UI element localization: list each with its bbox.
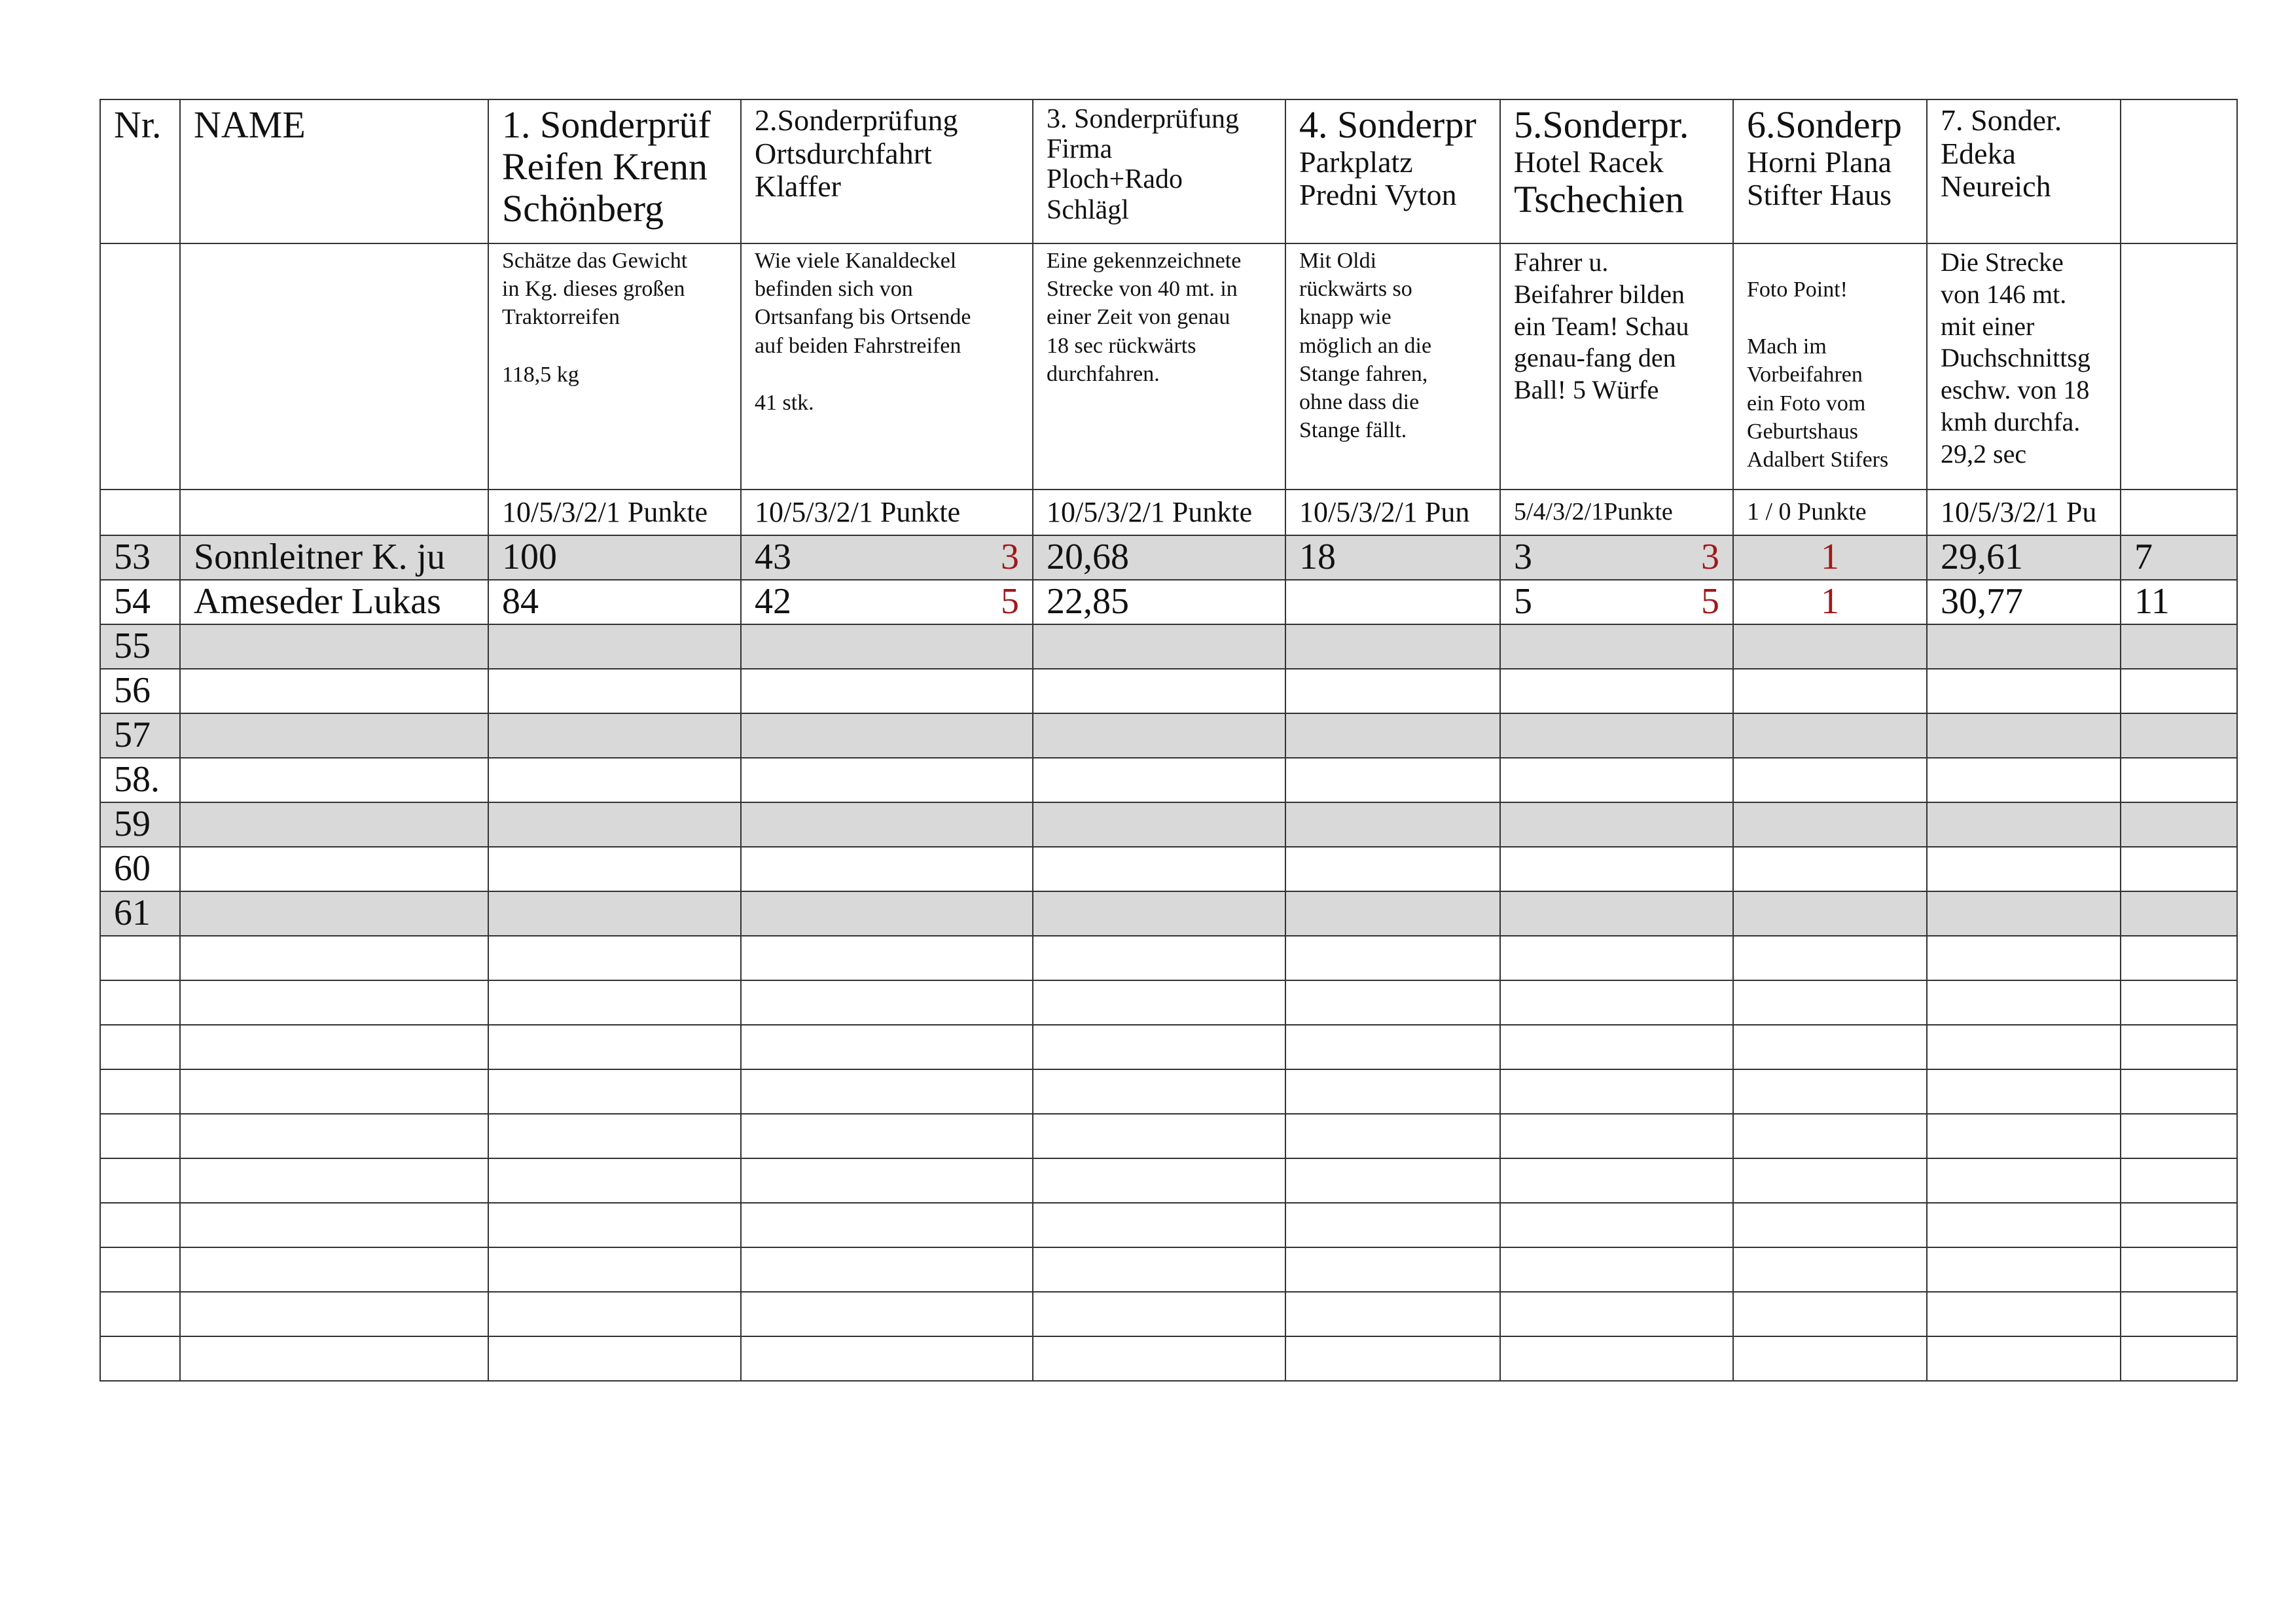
table-row	[100, 1247, 2237, 1292]
cell-stage-5	[1500, 1203, 1733, 1247]
header-stage-4: 4. Sonderpr Parkplatz Predni Vyton	[1285, 99, 1500, 243]
cell-stage-5	[1500, 1158, 1733, 1203]
cell-stage-7	[1927, 1292, 2121, 1336]
row-nr: 56	[100, 669, 180, 713]
cell-stage-2	[741, 669, 1033, 713]
cell-stage-3	[1033, 1114, 1285, 1158]
cell-stage-3	[1033, 669, 1285, 713]
table-row	[100, 936, 2237, 980]
cell-stage-4	[1285, 758, 1500, 802]
cell-stage-3	[1033, 891, 1285, 936]
points-stage-5: 5/4/3/2/1Punkte	[1500, 490, 1733, 535]
cell-stage-2	[741, 1069, 1033, 1114]
cell-stage-7	[1927, 1114, 2121, 1158]
cell-stage-1	[488, 1158, 741, 1203]
cell-stage-6	[1733, 891, 1927, 936]
cell-stage-5	[1500, 758, 1733, 802]
cell-stage-3	[1033, 1292, 1285, 1336]
header-row	[100, 99, 2237, 243]
cell-stage-2	[741, 1114, 1033, 1158]
row-nr: 58.	[100, 758, 180, 802]
cell-extra: 11	[2121, 580, 2237, 624]
cell-stage-5	[1500, 713, 1733, 758]
cell-stage-1	[488, 1069, 741, 1114]
cell-stage-5	[1500, 535, 1733, 580]
row-name	[180, 1025, 488, 1069]
row-name	[180, 891, 488, 936]
cell-points: 5	[1701, 581, 1719, 622]
row-name	[180, 713, 488, 758]
cell-stage-5	[1500, 847, 1733, 891]
cell-stage-1	[488, 847, 741, 891]
row-name: Ameseder Lukas	[180, 580, 488, 624]
cell-stage-4	[1285, 1114, 1500, 1158]
cell-stage-4	[1285, 669, 1500, 713]
score-table	[99, 99, 2238, 1382]
cell-stage-4	[1285, 847, 1500, 891]
cell-stage-5	[1500, 669, 1733, 713]
row-name	[180, 980, 488, 1025]
row-nr: 61	[100, 891, 180, 936]
header-nr: Nr.	[100, 99, 180, 243]
cell-stage-3	[1033, 1025, 1285, 1069]
cell-stage-3	[1033, 1069, 1285, 1114]
cell-stage-7	[1927, 624, 2121, 669]
cell-stage-7	[1927, 669, 2121, 713]
cell-stage-7	[1927, 758, 2121, 802]
table-row	[100, 1158, 2237, 1203]
cell-stage-3	[1033, 624, 1285, 669]
cell-stage-2	[741, 802, 1033, 847]
cell-stage-6	[1733, 1292, 1927, 1336]
cell-stage-1	[488, 624, 741, 669]
row-name	[180, 1292, 488, 1336]
cell-stage-1	[488, 1203, 741, 1247]
cell-stage-7	[1927, 936, 2121, 980]
cell-stage-2	[741, 980, 1033, 1025]
cell-stage-4	[1285, 1158, 1500, 1203]
row-nr: 60	[100, 847, 180, 891]
row-name	[180, 847, 488, 891]
cell-extra	[2121, 758, 2237, 802]
cell-stage-4	[1285, 891, 1500, 936]
table-row	[100, 802, 2237, 847]
cell-stage-2	[741, 713, 1033, 758]
cell-stage-3	[1033, 1158, 1285, 1203]
cell-extra	[2121, 1069, 2237, 1114]
cell-value: 5	[1514, 581, 1532, 622]
cell-stage-2	[741, 624, 1033, 669]
cell-stage-6	[1733, 1247, 1927, 1292]
cell-stage-3	[1033, 980, 1285, 1025]
table-row	[100, 758, 2237, 802]
cell-stage-6	[1733, 580, 1927, 624]
cell-stage-7	[1927, 891, 2121, 936]
cell-value: 3	[1514, 537, 1532, 578]
points-stage-7: 10/5/3/2/1 Pu	[1927, 490, 2121, 535]
cell-stage-5	[1500, 802, 1733, 847]
cell-stage-2	[741, 891, 1033, 936]
cell-extra	[2121, 847, 2237, 891]
cell-stage-1	[488, 1336, 741, 1381]
cell-stage-7: 30,77	[1927, 580, 2121, 624]
row-nr	[100, 936, 180, 980]
answer-stage-2: 41 stk.	[755, 390, 814, 415]
cell-extra	[2121, 1336, 2237, 1381]
cell-stage-4	[1285, 1025, 1500, 1069]
cell-stage-6	[1733, 936, 1927, 980]
cell-stage-6	[1733, 713, 1927, 758]
cell-stage-4	[1285, 624, 1500, 669]
table-row	[100, 1069, 2237, 1114]
cell-extra	[2121, 802, 2237, 847]
cell-extra	[2121, 1292, 2237, 1336]
row-nr	[100, 1069, 180, 1114]
cell-stage-7: 29,61	[1927, 535, 2121, 580]
cell-stage-5	[1500, 1336, 1733, 1381]
table-row	[100, 847, 2237, 891]
header-stage-6: 6.Sonderp Horni Plana Stifter Haus	[1733, 99, 1927, 243]
cell-stage-3	[1033, 758, 1285, 802]
cell-extra	[2121, 936, 2237, 980]
desc-stage-5: Fahrer u. Beifahrer bilden ein Team! Schau genau-fang den Ball! 5 Würfe	[1500, 243, 1733, 490]
cell-stage-6	[1733, 535, 1927, 580]
cell-stage-3	[1033, 1203, 1285, 1247]
cell-stage-6	[1733, 758, 1927, 802]
cell-stage-5	[1500, 1247, 1733, 1292]
cell-value: 42	[755, 581, 791, 622]
cell-stage-5	[1500, 891, 1733, 936]
cell-stage-7	[1927, 1247, 2121, 1292]
row-nr: 57	[100, 713, 180, 758]
cell-stage-1	[488, 758, 741, 802]
cell-stage-7	[1927, 713, 2121, 758]
cell-stage-5	[1500, 936, 1733, 980]
cell-stage-1	[488, 802, 741, 847]
cell-stage-2	[741, 1292, 1033, 1336]
cell-stage-6	[1733, 1203, 1927, 1247]
cell-stage-2	[741, 1203, 1033, 1247]
points-stage-4: 10/5/3/2/1 Pun	[1285, 490, 1500, 535]
cell-value: 43	[755, 537, 791, 578]
cell-stage-4	[1285, 1203, 1500, 1247]
table-row	[100, 1025, 2237, 1069]
cell-stage-1	[488, 891, 741, 936]
header-stage-1: 1. Sonderprüf Reifen Krenn Schönberg	[488, 99, 741, 243]
cell-stage-4	[1285, 1069, 1500, 1114]
row-name	[180, 669, 488, 713]
points-stage-1: 10/5/3/2/1 Punkte	[488, 490, 741, 535]
cell-stage-2	[741, 1336, 1033, 1381]
row-nr: 59	[100, 802, 180, 847]
cell-stage-3	[1033, 936, 1285, 980]
desc-stage-6: Foto Point! Mach im Vorbeifahren ein Foto vom Geburtshaus Adalbert Stifers	[1733, 243, 1927, 490]
cell-stage-2	[741, 535, 1033, 580]
cell-stage-5	[1500, 624, 1733, 669]
cell-stage-6	[1733, 1025, 1927, 1069]
cell-points: 1	[1821, 537, 1839, 578]
cell-stage-5	[1500, 1292, 1733, 1336]
cell-stage-2	[741, 1247, 1033, 1292]
answer-stage-1: 118,5 kg	[502, 362, 579, 387]
cell-stage-5	[1500, 580, 1733, 624]
table-row	[100, 980, 2237, 1025]
cell-stage-4: 18	[1285, 535, 1500, 580]
cell-stage-4	[1285, 1336, 1500, 1381]
cell-stage-3	[1033, 1336, 1285, 1381]
row-nr	[100, 1292, 180, 1336]
header-stage-7: 7. Sonder. Edeka Neureich	[1927, 99, 2121, 243]
row-name: Sonnleitner K. ju	[180, 535, 488, 580]
points-stage-2: 10/5/3/2/1 Punkte	[741, 490, 1033, 535]
cell-stage-2	[741, 847, 1033, 891]
cell-stage-1	[488, 1114, 741, 1158]
cell-stage-6	[1733, 1158, 1927, 1203]
row-name	[180, 802, 488, 847]
cell-stage-1	[488, 936, 741, 980]
row-nr: 54	[100, 580, 180, 624]
cell-stage-7	[1927, 980, 2121, 1025]
cell-stage-1	[488, 713, 741, 758]
cell-stage-7	[1927, 1203, 2121, 1247]
points-stage-6: 1 / 0 Punkte	[1733, 490, 1927, 535]
cell-stage-6	[1733, 847, 1927, 891]
cell-stage-3: 22,85	[1033, 580, 1285, 624]
row-name	[180, 1114, 488, 1158]
cell-extra	[2121, 1203, 2237, 1247]
cell-extra	[2121, 1025, 2237, 1069]
row-nr	[100, 1336, 180, 1381]
table-row	[100, 580, 2237, 624]
row-name	[180, 1247, 488, 1292]
cell-stage-4	[1285, 713, 1500, 758]
cell-stage-4	[1285, 580, 1500, 624]
cell-stage-6	[1733, 802, 1927, 847]
desc-stage-3: Eine gekennzeichnete Strecke von 40 mt. in einer Zeit von genau 18 sec rückwärts durchfahren.	[1033, 243, 1285, 490]
cell-extra	[2121, 980, 2237, 1025]
cell-stage-7	[1927, 802, 2121, 847]
cell-extra	[2121, 624, 2237, 669]
points-stage-3: 10/5/3/2/1 Punkte	[1033, 490, 1285, 535]
cell-stage-6	[1733, 669, 1927, 713]
cell-stage-3: 20,68	[1033, 535, 1285, 580]
cell-stage-7	[1927, 847, 2121, 891]
cell-stage-7	[1927, 1069, 2121, 1114]
row-nr	[100, 980, 180, 1025]
row-name	[180, 1336, 488, 1381]
cell-points: 1	[1821, 581, 1839, 622]
row-name	[180, 758, 488, 802]
cell-stage-2	[741, 1025, 1033, 1069]
cell-stage-5	[1500, 1114, 1733, 1158]
table-row	[100, 1203, 2237, 1247]
header-stage-5: 5.Sonderpr. Hotel Racek Tschechien	[1500, 99, 1733, 243]
header-stage-2: 2.Sonderprüfung Ortsdurchfahrt Klaffer	[741, 99, 1033, 243]
cell-stage-4	[1285, 802, 1500, 847]
row-name	[180, 936, 488, 980]
cell-extra	[2121, 669, 2237, 713]
table-row	[100, 535, 2237, 580]
cell-stage-1	[488, 980, 741, 1025]
cell-stage-1: 84	[488, 580, 741, 624]
row-name	[180, 1203, 488, 1247]
table-row	[100, 1292, 2237, 1336]
row-nr: 53	[100, 535, 180, 580]
cell-stage-1	[488, 1025, 741, 1069]
desc-stage-2: Wie viele Kanaldeckel befinden sich von Ortsanfang bis Ortsende auf beiden Fahrstreifen 41 stk.	[741, 243, 1033, 490]
cell-stage-6	[1733, 980, 1927, 1025]
cell-stage-1	[488, 1292, 741, 1336]
cell-stage-6	[1733, 1336, 1927, 1381]
cell-stage-6	[1733, 624, 1927, 669]
cell-stage-6	[1733, 1114, 1927, 1158]
table-row	[100, 713, 2237, 758]
cell-stage-3	[1033, 1247, 1285, 1292]
row-name	[180, 1158, 488, 1203]
cell-extra	[2121, 1158, 2237, 1203]
cell-stage-2	[741, 758, 1033, 802]
cell-stage-3	[1033, 847, 1285, 891]
cell-extra	[2121, 1114, 2237, 1158]
description-row	[100, 243, 2237, 490]
cell-stage-7	[1927, 1336, 2121, 1381]
cell-stage-6	[1733, 1069, 1927, 1114]
table-row	[100, 891, 2237, 936]
table-row	[100, 1114, 2237, 1158]
header-stage-3: 3. Sonderprüfung Firma Ploch+Rado Schlägl	[1033, 99, 1285, 243]
row-nr	[100, 1203, 180, 1247]
cell-extra	[2121, 1247, 2237, 1292]
cell-stage-2	[741, 580, 1033, 624]
row-name	[180, 1069, 488, 1114]
cell-points: 3	[1001, 537, 1019, 578]
row-nr	[100, 1247, 180, 1292]
cell-stage-5	[1500, 1025, 1733, 1069]
cell-points: 5	[1001, 581, 1019, 622]
table-row	[100, 1336, 2237, 1381]
desc-stage-4: Mit Oldi rückwärts so knapp wie möglich an die Stange fahren, ohne dass die Stange fällt.	[1285, 243, 1500, 490]
cell-stage-1	[488, 669, 741, 713]
cell-stage-7	[1927, 1158, 2121, 1203]
points-row	[100, 490, 2237, 535]
cell-extra: 7	[2121, 535, 2237, 580]
header-name: NAME	[180, 99, 488, 243]
cell-stage-7	[1927, 1025, 2121, 1069]
cell-stage-1	[488, 1247, 741, 1292]
cell-stage-4	[1285, 1292, 1500, 1336]
cell-stage-4	[1285, 936, 1500, 980]
row-nr	[100, 1025, 180, 1069]
cell-extra	[2121, 891, 2237, 936]
cell-stage-4	[1285, 1247, 1500, 1292]
row-nr	[100, 1114, 180, 1158]
table-row	[100, 624, 2237, 669]
cell-stage-2	[741, 936, 1033, 980]
desc-stage-7: Die Strecke von 146 mt. mit einer Duchschnittsg eschw. von 18 kmh durchfa. 29,2 sec	[1927, 243, 2121, 490]
cell-stage-3	[1033, 802, 1285, 847]
cell-points: 3	[1701, 537, 1719, 578]
cell-stage-1: 100	[488, 535, 741, 580]
row-name	[180, 624, 488, 669]
cell-stage-5	[1500, 980, 1733, 1025]
table-row	[100, 669, 2237, 713]
cell-stage-5	[1500, 1069, 1733, 1114]
cell-stage-4	[1285, 980, 1500, 1025]
cell-stage-3	[1033, 713, 1285, 758]
cell-stage-2	[741, 1158, 1033, 1203]
row-nr: 55	[100, 624, 180, 669]
cell-extra	[2121, 713, 2237, 758]
row-nr	[100, 1158, 180, 1203]
header-extra	[2121, 99, 2237, 243]
desc-stage-1: Schätze das Gewicht in Kg. dieses großen Traktorreifen 118,5 kg	[488, 243, 741, 490]
